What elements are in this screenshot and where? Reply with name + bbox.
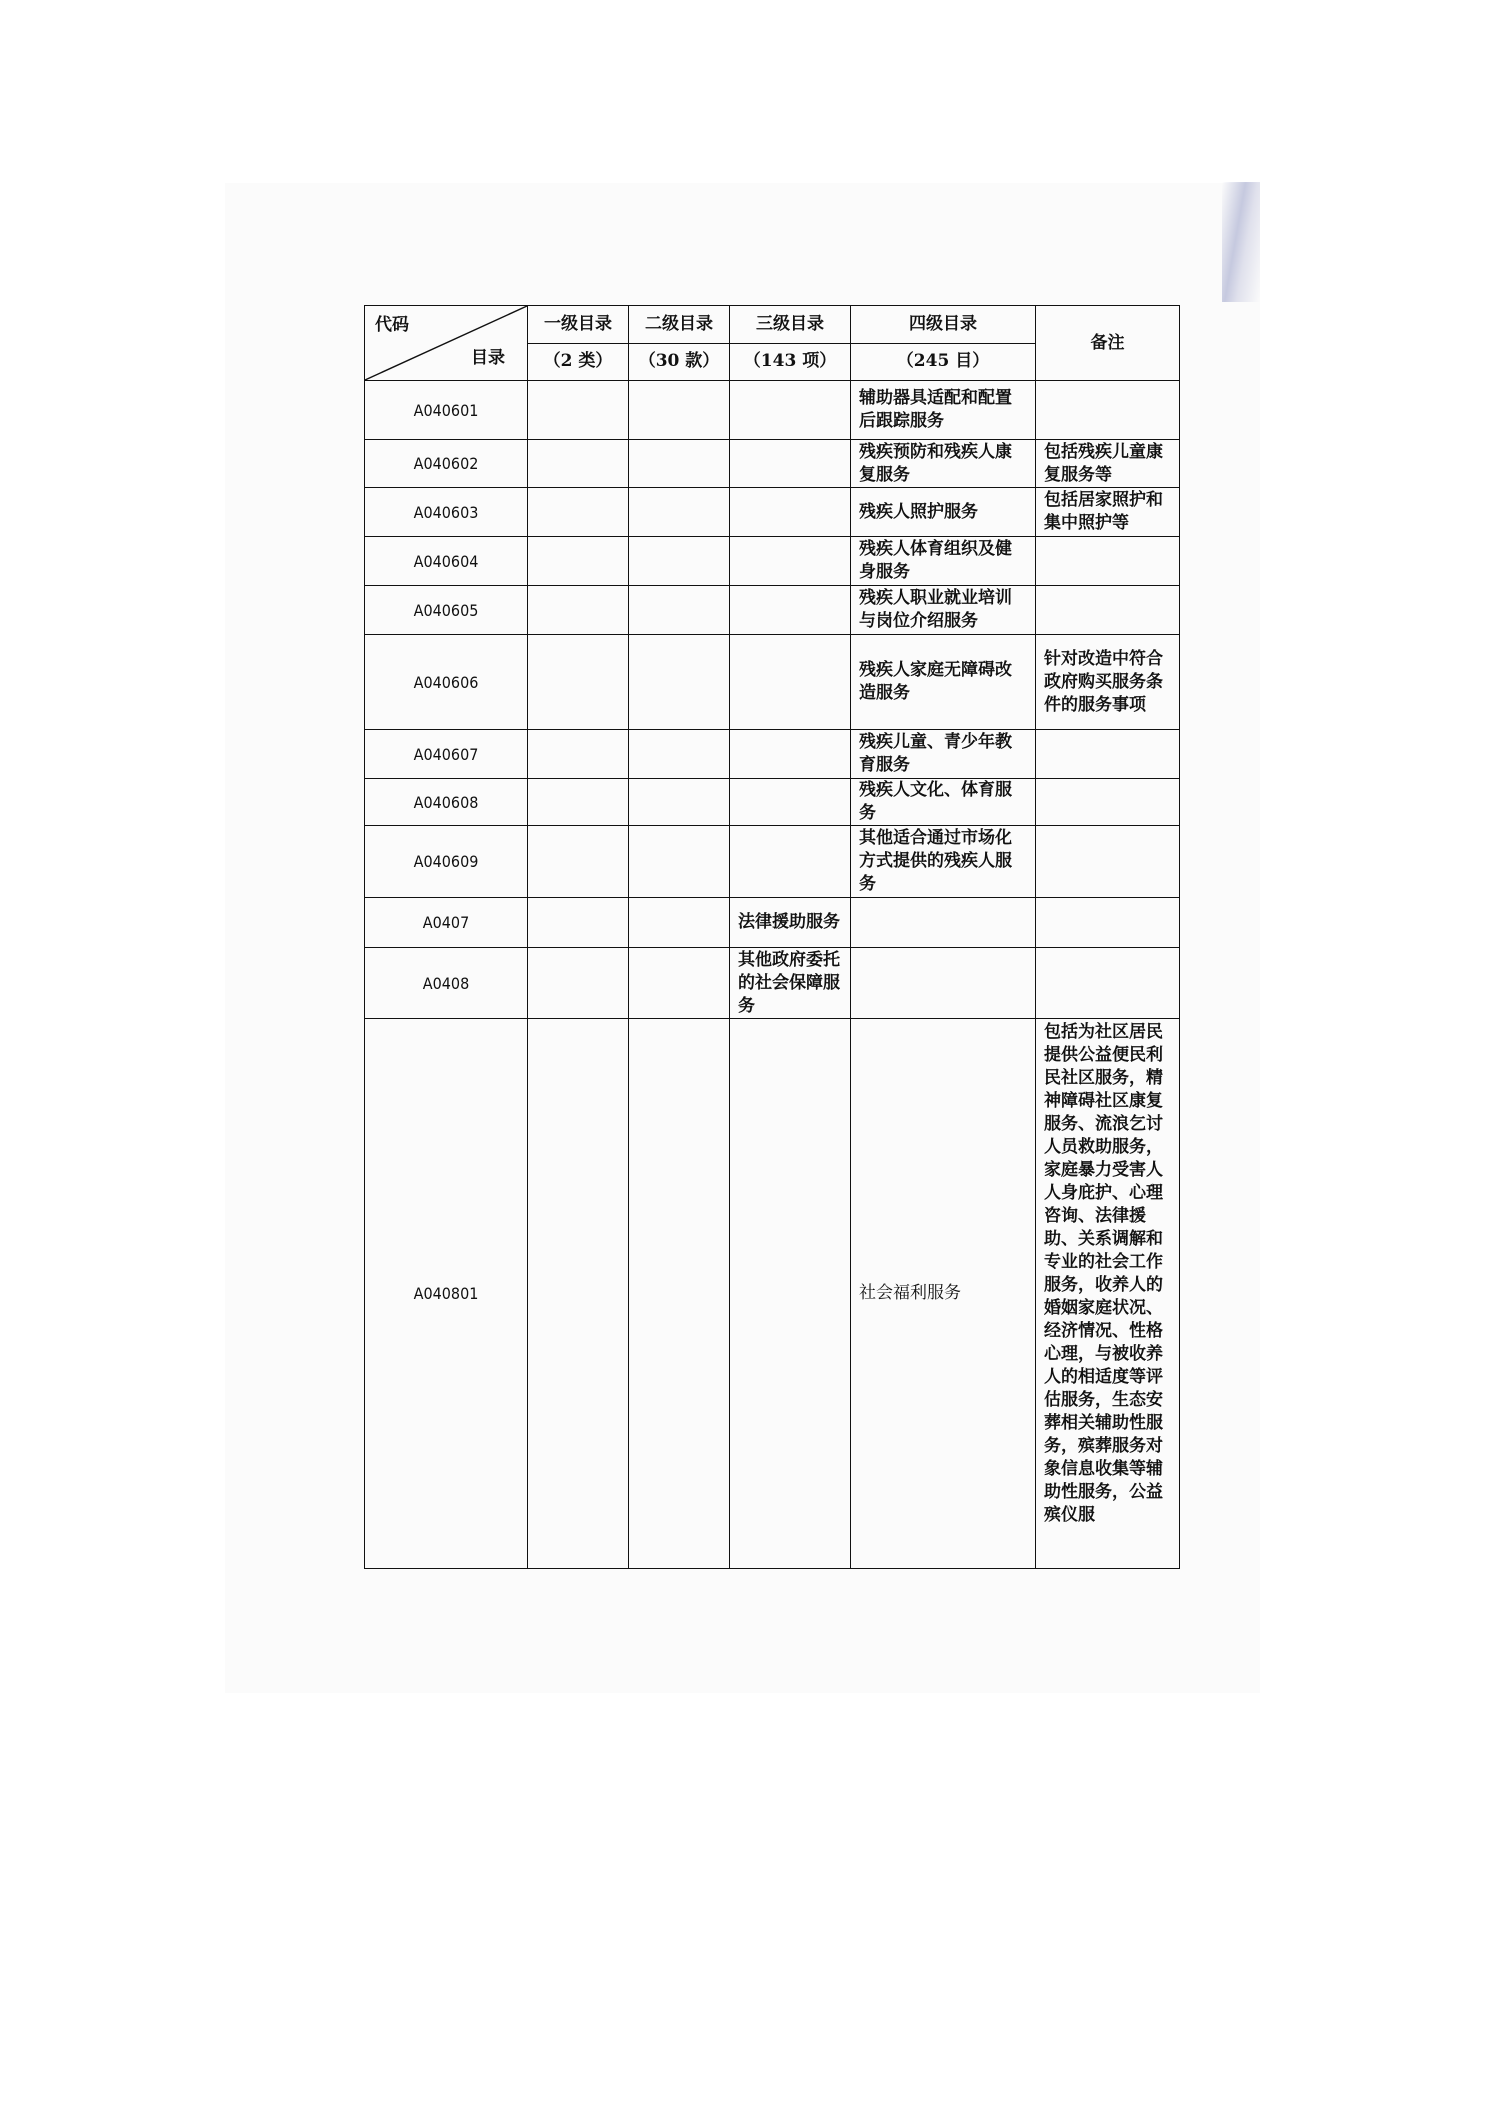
level2-cell (629, 586, 730, 635)
code-cell: A0407 (365, 898, 528, 948)
level4-cell: 残疾人职业就业培训与岗位介绍服务 (851, 586, 1036, 635)
level1-cell (528, 1019, 629, 1569)
level1-count: （2 类） (528, 343, 629, 381)
remark-cell (1036, 586, 1180, 635)
code-cell: A040801 (365, 1019, 528, 1569)
remark-cell (1036, 898, 1180, 948)
table-row (365, 826, 1180, 898)
table-row (365, 730, 1180, 779)
level4-cell: 辅助器具适配和配置后跟踪服务 (851, 381, 1036, 440)
remark-cell: 包括为社区居民提供公益便民利民社区服务，精神障碍社区康复服务、流浪乞讨人员救助服务，家庭暴力受害人人身庇护、心理咨询、法律援助、关系调解和专业的社会工作服务，收养人的婚姻家庭状况、经济情况、性格心理，与被收养人的相适度等评估服务，生态安葬相关辅助性服务，殡葬服务对象信息收集等辅助性服务，公益殡仪服 (1036, 1019, 1180, 1569)
code-cell: A040608 (365, 779, 528, 826)
level1-cell (528, 826, 629, 898)
code-cell: A040603 (365, 488, 528, 537)
catalog-label: 目录 (471, 348, 505, 368)
level2-cell (629, 730, 730, 779)
remark-cell: 包括居家照护和集中照护等 (1036, 488, 1180, 537)
level3-cell: 法律援助服务 (730, 898, 851, 948)
level3-count: （143 项） (730, 343, 851, 381)
table-row (365, 948, 1180, 1019)
code-cell: A040601 (365, 381, 528, 440)
code-cell: A040609 (365, 826, 528, 898)
level4-cell: 其他适合通过市场化方式提供的残疾人服务 (851, 826, 1036, 898)
remark-cell (1036, 779, 1180, 826)
level3-cell (730, 730, 851, 779)
level2-cell (629, 948, 730, 1019)
level4-cell: 社会福利服务 (851, 1019, 1036, 1569)
remark-header: 备注 (1036, 306, 1180, 381)
level2-cell (629, 381, 730, 440)
level2-cell (629, 488, 730, 537)
code-cell: A040607 (365, 730, 528, 779)
level4-cell (851, 898, 1036, 948)
code-catalog-diagonal-cell (365, 306, 528, 381)
level3-cell (730, 381, 851, 440)
table-row (365, 898, 1180, 948)
level2-cell (629, 440, 730, 488)
remark-cell: 包括残疾儿童康复服务等 (1036, 440, 1180, 488)
table-row (365, 488, 1180, 537)
level1-cell (528, 488, 629, 537)
level4-cell: 残疾人文化、体育服务 (851, 779, 1036, 826)
code-cell: A040605 (365, 586, 528, 635)
table-row (365, 586, 1180, 635)
remark-cell: 针对改造中符合政府购买服务条件的服务事项 (1036, 635, 1180, 730)
table-row (365, 635, 1180, 730)
level3-cell (730, 586, 851, 635)
level3-cell (730, 635, 851, 730)
level3-header: 三级目录 (730, 306, 851, 344)
level2-cell (629, 898, 730, 948)
level3-cell (730, 1019, 851, 1569)
level4-cell: 残疾儿童、青少年教育服务 (851, 730, 1036, 779)
level3-cell (730, 537, 851, 586)
level2-count: （30 款） (629, 343, 730, 381)
remark-cell (1036, 381, 1180, 440)
level3-cell: 其他政府委托的社会保障服务 (730, 948, 851, 1019)
level1-header: 一级目录 (528, 306, 629, 344)
level4-cell: 残疾人家庭无障碍改造服务 (851, 635, 1036, 730)
level3-cell (730, 779, 851, 826)
level1-cell (528, 537, 629, 586)
level1-cell (528, 779, 629, 826)
code-cell: A040606 (365, 635, 528, 730)
table-row (365, 537, 1180, 586)
table-row (365, 440, 1180, 488)
level4-cell: 残疾人体育组织及健身服务 (851, 537, 1036, 586)
level1-cell (528, 730, 629, 779)
level1-cell (528, 635, 629, 730)
level4-cell: 残疾预防和残疾人康复服务 (851, 440, 1036, 488)
level2-cell (629, 826, 730, 898)
remark-cell (1036, 948, 1180, 1019)
level1-cell (528, 586, 629, 635)
remark-cell (1036, 537, 1180, 586)
level3-cell (730, 826, 851, 898)
level2-header: 二级目录 (629, 306, 730, 344)
code-cell: A040602 (365, 440, 528, 488)
level1-cell (528, 381, 629, 440)
code-cell: A040604 (365, 537, 528, 586)
table-row (365, 1019, 1180, 1569)
level3-cell (730, 488, 851, 537)
level2-cell (629, 537, 730, 586)
level1-cell (528, 898, 629, 948)
level3-cell (730, 440, 851, 488)
code-label: 代码 (375, 315, 409, 335)
level4-cell (851, 948, 1036, 1019)
catalog-table (364, 305, 1180, 1569)
remark-cell (1036, 826, 1180, 898)
remark-cell (1036, 730, 1180, 779)
level2-cell (629, 779, 730, 826)
level4-count: （245 目） (851, 343, 1036, 381)
table-row (365, 779, 1180, 826)
level4-cell: 残疾人照护服务 (851, 488, 1036, 537)
level2-cell (629, 1019, 730, 1569)
level1-cell (528, 440, 629, 488)
table-row (365, 381, 1180, 440)
header-row-1 (365, 306, 1180, 344)
level2-cell (629, 635, 730, 730)
code-cell: A0408 (365, 948, 528, 1019)
level4-header: 四级目录 (851, 306, 1036, 344)
level1-cell (528, 948, 629, 1019)
scan-edge-shadow (1222, 182, 1260, 302)
